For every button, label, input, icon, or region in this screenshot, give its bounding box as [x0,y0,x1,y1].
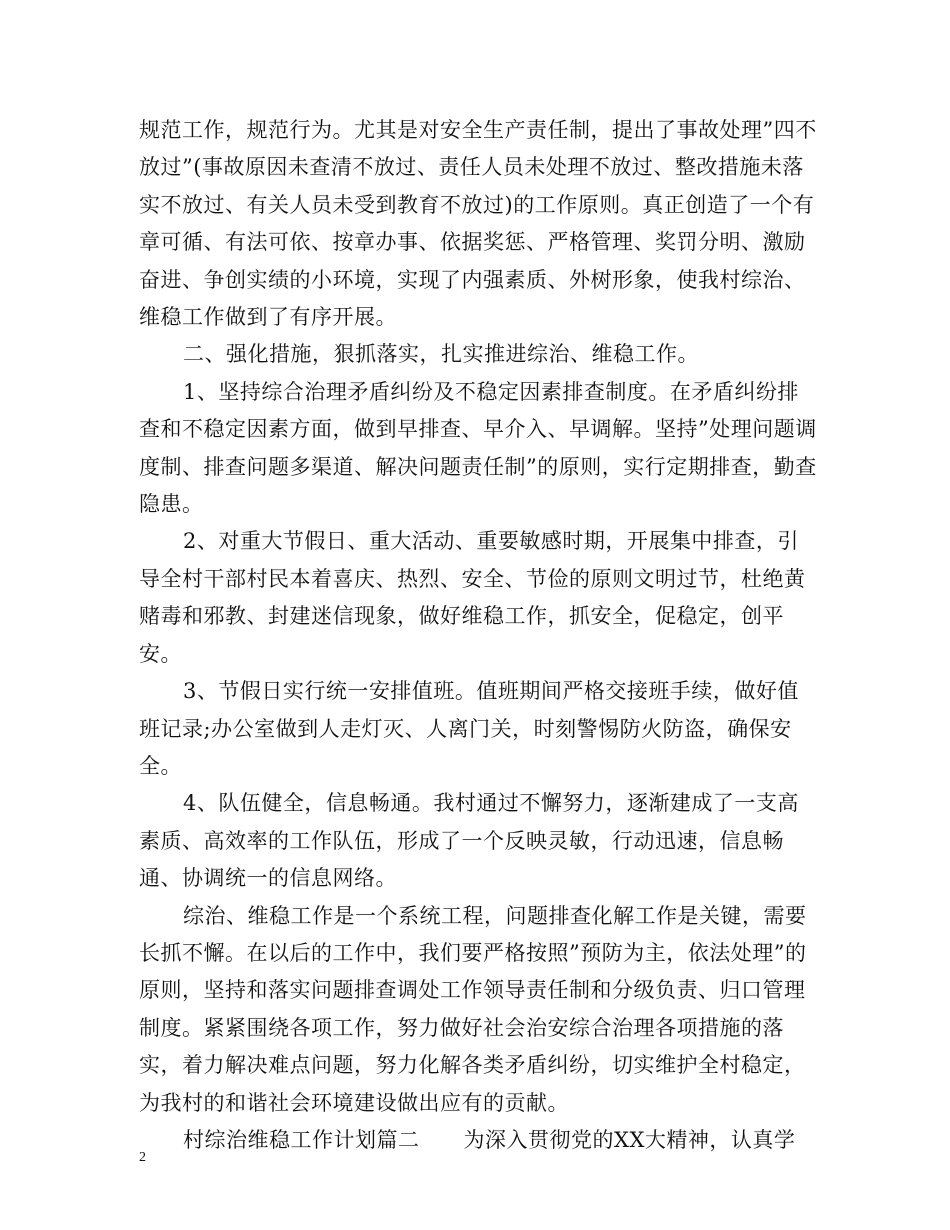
page-number: 2 [139,1150,146,1165]
document-body [139,112,819,1159]
next-section-heading: 村综治维稳工作计划篇二 [183,1127,420,1152]
paragraph-next-section [139,1122,819,1159]
paragraph-conclusion: 综治、维稳工作是一个系统工程，问题排查化解工作是关键，需要长抓不懈。在以后的工作中，我们要严格按照”预防为主，依法处理”的原则，坚持和落实问题排查调处工作领导责任制和分级负责、归口管理制度。紧紧围绕各项工作，努力做好社会治安综合治理各项措施的落实，着力解决难点问题，努力化解各类矛盾纠纷，切实维护全村稳定，为我村的和谐社会环境建设做出应有的贡献。 [139,903,807,1115]
paragraph-item-1: 1、坚持综合治理矛盾纠纷及不稳定因素排查制度。在矛盾纠纷排查和不稳定因素方面，做到早排查、早介入、早调解。坚持”处理问题调度制、排查问题多渠道、解决问题责任制”的原则，实行定期排查，勤查隐患。 [139,379,817,517]
paragraph-continuation: 规范工作，规范行为。尤其是对安全生产责任制，提出了事故处理”四不放过”(事故原因未查清不放过、责任人员未处理不放过、整改措施未落实不放过、有关人员未受到教育不放过)的工作原则。真正创造了一个有章可循、有法可依、按章办事、依据奖惩、严格管理、奖罚分明、激励奋进、争创实绩的小环境，实现了内强素质、外树形象，使我村综治、维稳工作做到了有序开展。 [139,118,817,330]
paragraph-item-4: 4、队伍健全，信息畅通。我村通过不懈努力，逐渐建成了一支高素质、高效率的工作队伍，形成了一个反映灵敏，行动迅速，信息畅通、协调统一的信息网络。 [139,791,799,891]
paragraph-section-heading: 二、强化措施，狠抓落实，扎实推进综治、维稳工作。 [183,342,699,367]
paragraph-item-2: 2、对重大节假日、重大活动、重要敏感时期，开展集中排查，引导全村干部村民本着喜庆、热烈、安全、节俭的原则文明过节，杜绝黄赌毒和邪教、封建迷信现象，做好维稳工作，抓安全，促稳定，创平安。 [139,529,806,666]
paragraph-item-3: 3、节假日实行统一安排值班。值班期间严格交接班手续，做好值班记录;办公室做到人走灯灭、人离门关，时刻警惕防火防盗，确保安全。 [139,679,799,778]
next-section-text: 为深入贯彻党的XX大精神，认真学 [463,1127,796,1152]
